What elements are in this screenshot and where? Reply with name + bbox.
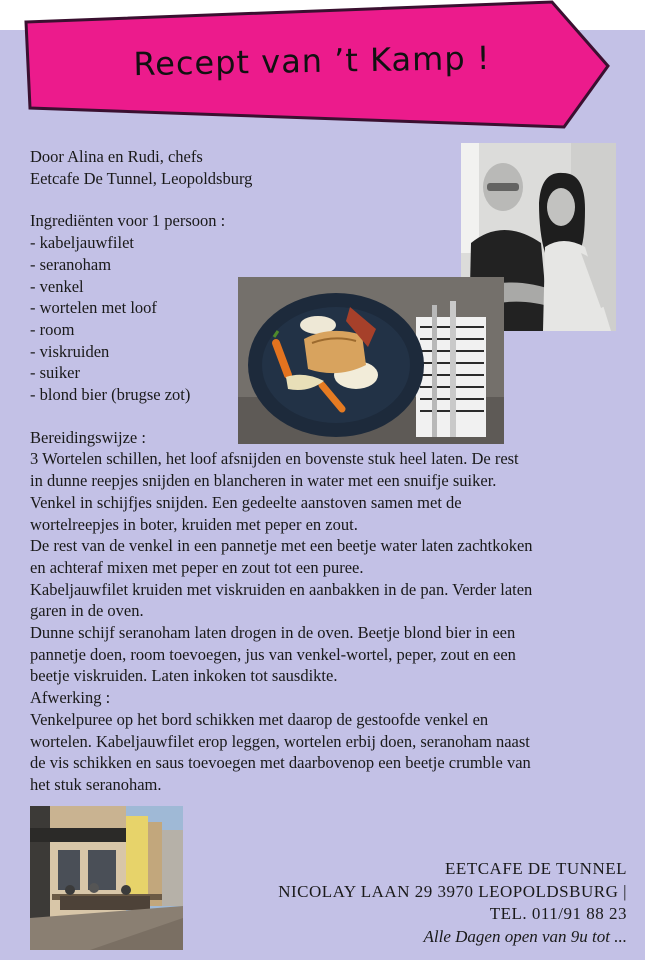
- ingredient-item: - blond bier (brugse zot): [30, 385, 191, 405]
- authors-line: Door Alina en Rudi, chefs: [30, 147, 203, 166]
- finishing-line: het stuk seranoham.: [30, 774, 162, 794]
- preparation-line: garen in de oven.: [30, 601, 144, 621]
- preparation-line: beetje viskruiden. Laten inkoken tot sausdikte.: [30, 666, 338, 686]
- preparation-heading: Bereidingswijze :: [30, 427, 146, 447]
- dish-photo: [238, 277, 504, 444]
- finishing-steps: [30, 709, 630, 796]
- page-title: Recept van ’t Kamp !: [133, 38, 491, 84]
- title-banner: [22, 0, 612, 132]
- finishing-line: de vis schikken en saus toevoegen met daarbovenop een beetje crumble van: [30, 753, 531, 773]
- restaurant-contact: [278, 858, 627, 948]
- restaurant-address: NICOLAY LAAN 29 3970 LEOPOLDSBURG |: [278, 881, 627, 901]
- ingredient-item: - wortelen met loof: [30, 298, 157, 318]
- ingredients-heading: Ingrediënten voor 1 persoon :: [30, 211, 226, 231]
- ingredient-item: - seranoham: [30, 254, 112, 274]
- preparation-line: in dunne reepjes snijden en blancheren in water met een snuifje suiker.: [30, 471, 497, 491]
- finishing-line: Venkelpuree op het bord schikken met daarop de gestoofde venkel en: [30, 709, 489, 729]
- preparation-line: pannetje doen, room toevoegen, jus van venkel-wortel, peper, zout en een: [30, 644, 516, 664]
- preparation-line: Venkel in schijfjes snijden. Een gedeelte aanstoven samen met de: [30, 492, 462, 512]
- finishing-heading: Afwerking :: [30, 688, 111, 708]
- preparation-line: Dunne schijf seranoham laten drogen in de oven. Beetje blond bier in een: [30, 623, 516, 643]
- preparation-steps: [30, 448, 630, 687]
- finishing-line: wortelen. Kabeljauwfilet erop leggen, wortelen erbij doen, seranoham naast: [30, 731, 530, 751]
- restaurant-phone: TEL. 011/91 88 23: [489, 904, 627, 923]
- opening-hours: Alle Dagen open van 9u tot ...: [423, 926, 627, 946]
- preparation-line: en achteraf mixen met peper en zout tot een puree.: [30, 557, 364, 577]
- ingredient-item: - viskruiden: [30, 341, 110, 361]
- restaurant-line: Eetcafe De Tunnel, Leopoldsburg: [30, 168, 253, 188]
- ingredient-item: - venkel: [30, 276, 84, 296]
- cafe-street-photo: [30, 806, 183, 950]
- preparation-line: De rest van de venkel in een pannetje met een beetje water laten zachtkoken: [30, 536, 533, 556]
- restaurant-name: EETCAFE DE TUNNEL: [445, 859, 627, 878]
- ingredient-item: - kabeljauwfilet: [30, 233, 134, 253]
- ingredient-item: - suiker: [30, 363, 80, 383]
- preparation-line: 3 Wortelen schillen, het loof afsnijden en bovenste stuk heel laten. De rest: [30, 449, 519, 469]
- preparation-line: Kabeljauwfilet kruiden met viskruiden en aanbakken in de pan. Verder laten: [30, 579, 533, 599]
- ingredient-item: - room: [30, 319, 75, 339]
- preparation-line: wortelreepjes in boter, kruiden met peper en zout.: [30, 514, 358, 534]
